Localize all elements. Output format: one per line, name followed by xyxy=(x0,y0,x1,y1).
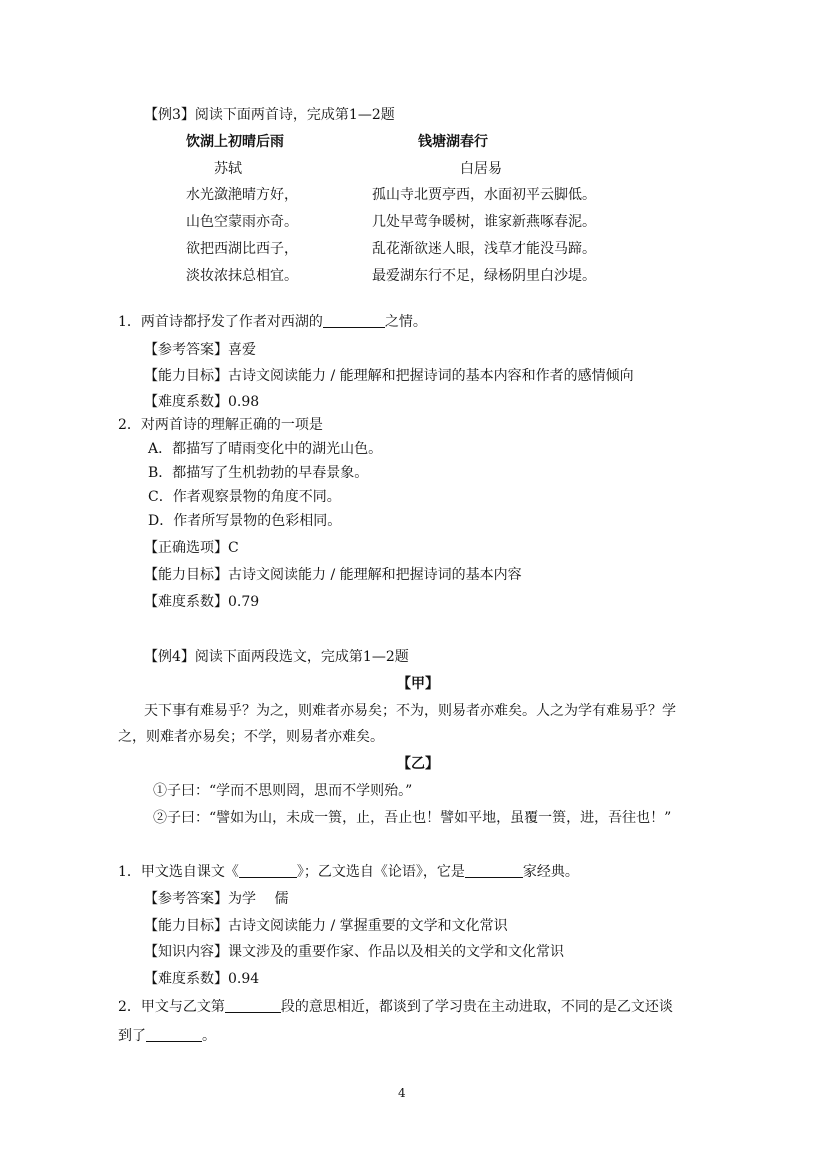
poem2-line: 孤山寺北贾亭西，水面初平云脚低。 xyxy=(372,187,596,203)
passage-yi-title: 【乙】 xyxy=(397,756,439,772)
ex3-q2-difficulty: 【难度系数】0.79 xyxy=(144,594,260,610)
answer-blank xyxy=(323,313,385,328)
answer-blank xyxy=(465,863,523,878)
ex3-q2-ability: 【能力目标】古诗文阅读能力 / 能理解和把握诗词的基本内容 xyxy=(144,567,522,583)
ex3-q1-difficulty: 【难度系数】0.98 xyxy=(144,394,260,410)
answer-blank xyxy=(146,1027,202,1042)
ex4-question2-stem: 2．甲文与乙文第 段的意思相近，都谈到了学习贵在主动进取，不同的是乙文还谈 xyxy=(118,999,673,1015)
ex3-q1-answer: 【参考答案】喜爱 xyxy=(144,342,256,358)
ex4-q1-difficulty: 【难度系数】0.94 xyxy=(144,971,260,987)
answer-blank xyxy=(239,863,297,878)
poem1-line: 山色空蒙雨亦奇。 xyxy=(186,214,298,230)
poem1-title: 饮湖上初晴后雨 xyxy=(186,134,284,150)
example4-heading: 【例4】阅读下面两段选文，完成第1—2题 xyxy=(144,649,409,665)
poem2-line: 乱花渐欲迷人眼，浅草才能没马蹄。 xyxy=(372,241,596,257)
passage-jia-title: 【甲】 xyxy=(397,676,439,692)
poem2-title: 钱塘湖春行 xyxy=(418,134,488,150)
passage-yi-text: ②子曰：“譬如为山，未成一篑，止，吾止也！譬如平地，虽覆一篑，进，吾往也！” xyxy=(153,810,672,826)
ex4-q1-ability: 【能力目标】古诗文阅读能力 / 掌握重要的文学和文化常识 xyxy=(144,918,508,934)
poem2-line: 最爱湖东行不足，绿杨阴里白沙堤。 xyxy=(372,268,596,284)
passage-jia-text: 天下事有难易乎？为之，则难者亦易矣；不为，则易者亦难矣。人之为学有难易乎？学 xyxy=(144,703,676,719)
ex4-q1-knowledge: 【知识内容】课文涉及的重要作家、作品以及相关的文学和文化常识 xyxy=(144,944,564,960)
ex3-q2-option: C．作者观察景物的角度不同。 xyxy=(148,489,341,505)
poem2-line: 几处早莺争暖树，谁家新燕啄春泥。 xyxy=(372,214,596,230)
poem1-line: 水光潋滟晴方好， xyxy=(186,187,298,203)
ex3-q2-option: D．作者所写景物的色彩相同。 xyxy=(148,513,342,529)
poem1-line: 欲把西湖比西子， xyxy=(186,241,298,257)
poem2-author: 白居易 xyxy=(460,161,502,177)
ex3-question2-stem: 2．对两首诗的理解正确的一项是 xyxy=(118,417,323,433)
ex3-q1-ability: 【能力目标】古诗文阅读能力 / 能理解和把握诗词的基本内容和作者的感情倾向 xyxy=(144,368,634,384)
poem1-author: 苏轼 xyxy=(214,161,242,177)
passage-yi-text: ①子曰：“学而不思则罔，思而不学则殆。” xyxy=(153,783,413,799)
poem1-line: 淡妆浓抹总相宜。 xyxy=(186,268,298,284)
example3-heading: 【例3】阅读下面两首诗，完成第1—2题 xyxy=(144,107,395,123)
ex4-question2-stem-continued: 到了 。 xyxy=(118,1028,216,1044)
page-number: 4 xyxy=(398,1086,406,1100)
ex4-question1-stem: 1．甲文选自课文《 》；乙文选自《论语》，它是 家经典。 xyxy=(118,864,579,880)
ex3-q2-answer: 【正确选项】C xyxy=(144,540,239,556)
ex3-q2-option: B．都描写了生机勃勃的早春景象。 xyxy=(148,465,369,481)
ex3-question1-stem: 1．两首诗都抒发了作者对西湖的 之情。 xyxy=(118,314,427,330)
ex4-q1-answer: 【参考答案】为学 儒 xyxy=(144,891,289,907)
passage-jia-text: 之，则难者亦易矣；不学，则易者亦难矣。 xyxy=(118,729,384,745)
ex3-q2-option: A．都描写了晴雨变化中的湖光山色。 xyxy=(148,441,383,457)
answer-blank xyxy=(225,998,281,1013)
